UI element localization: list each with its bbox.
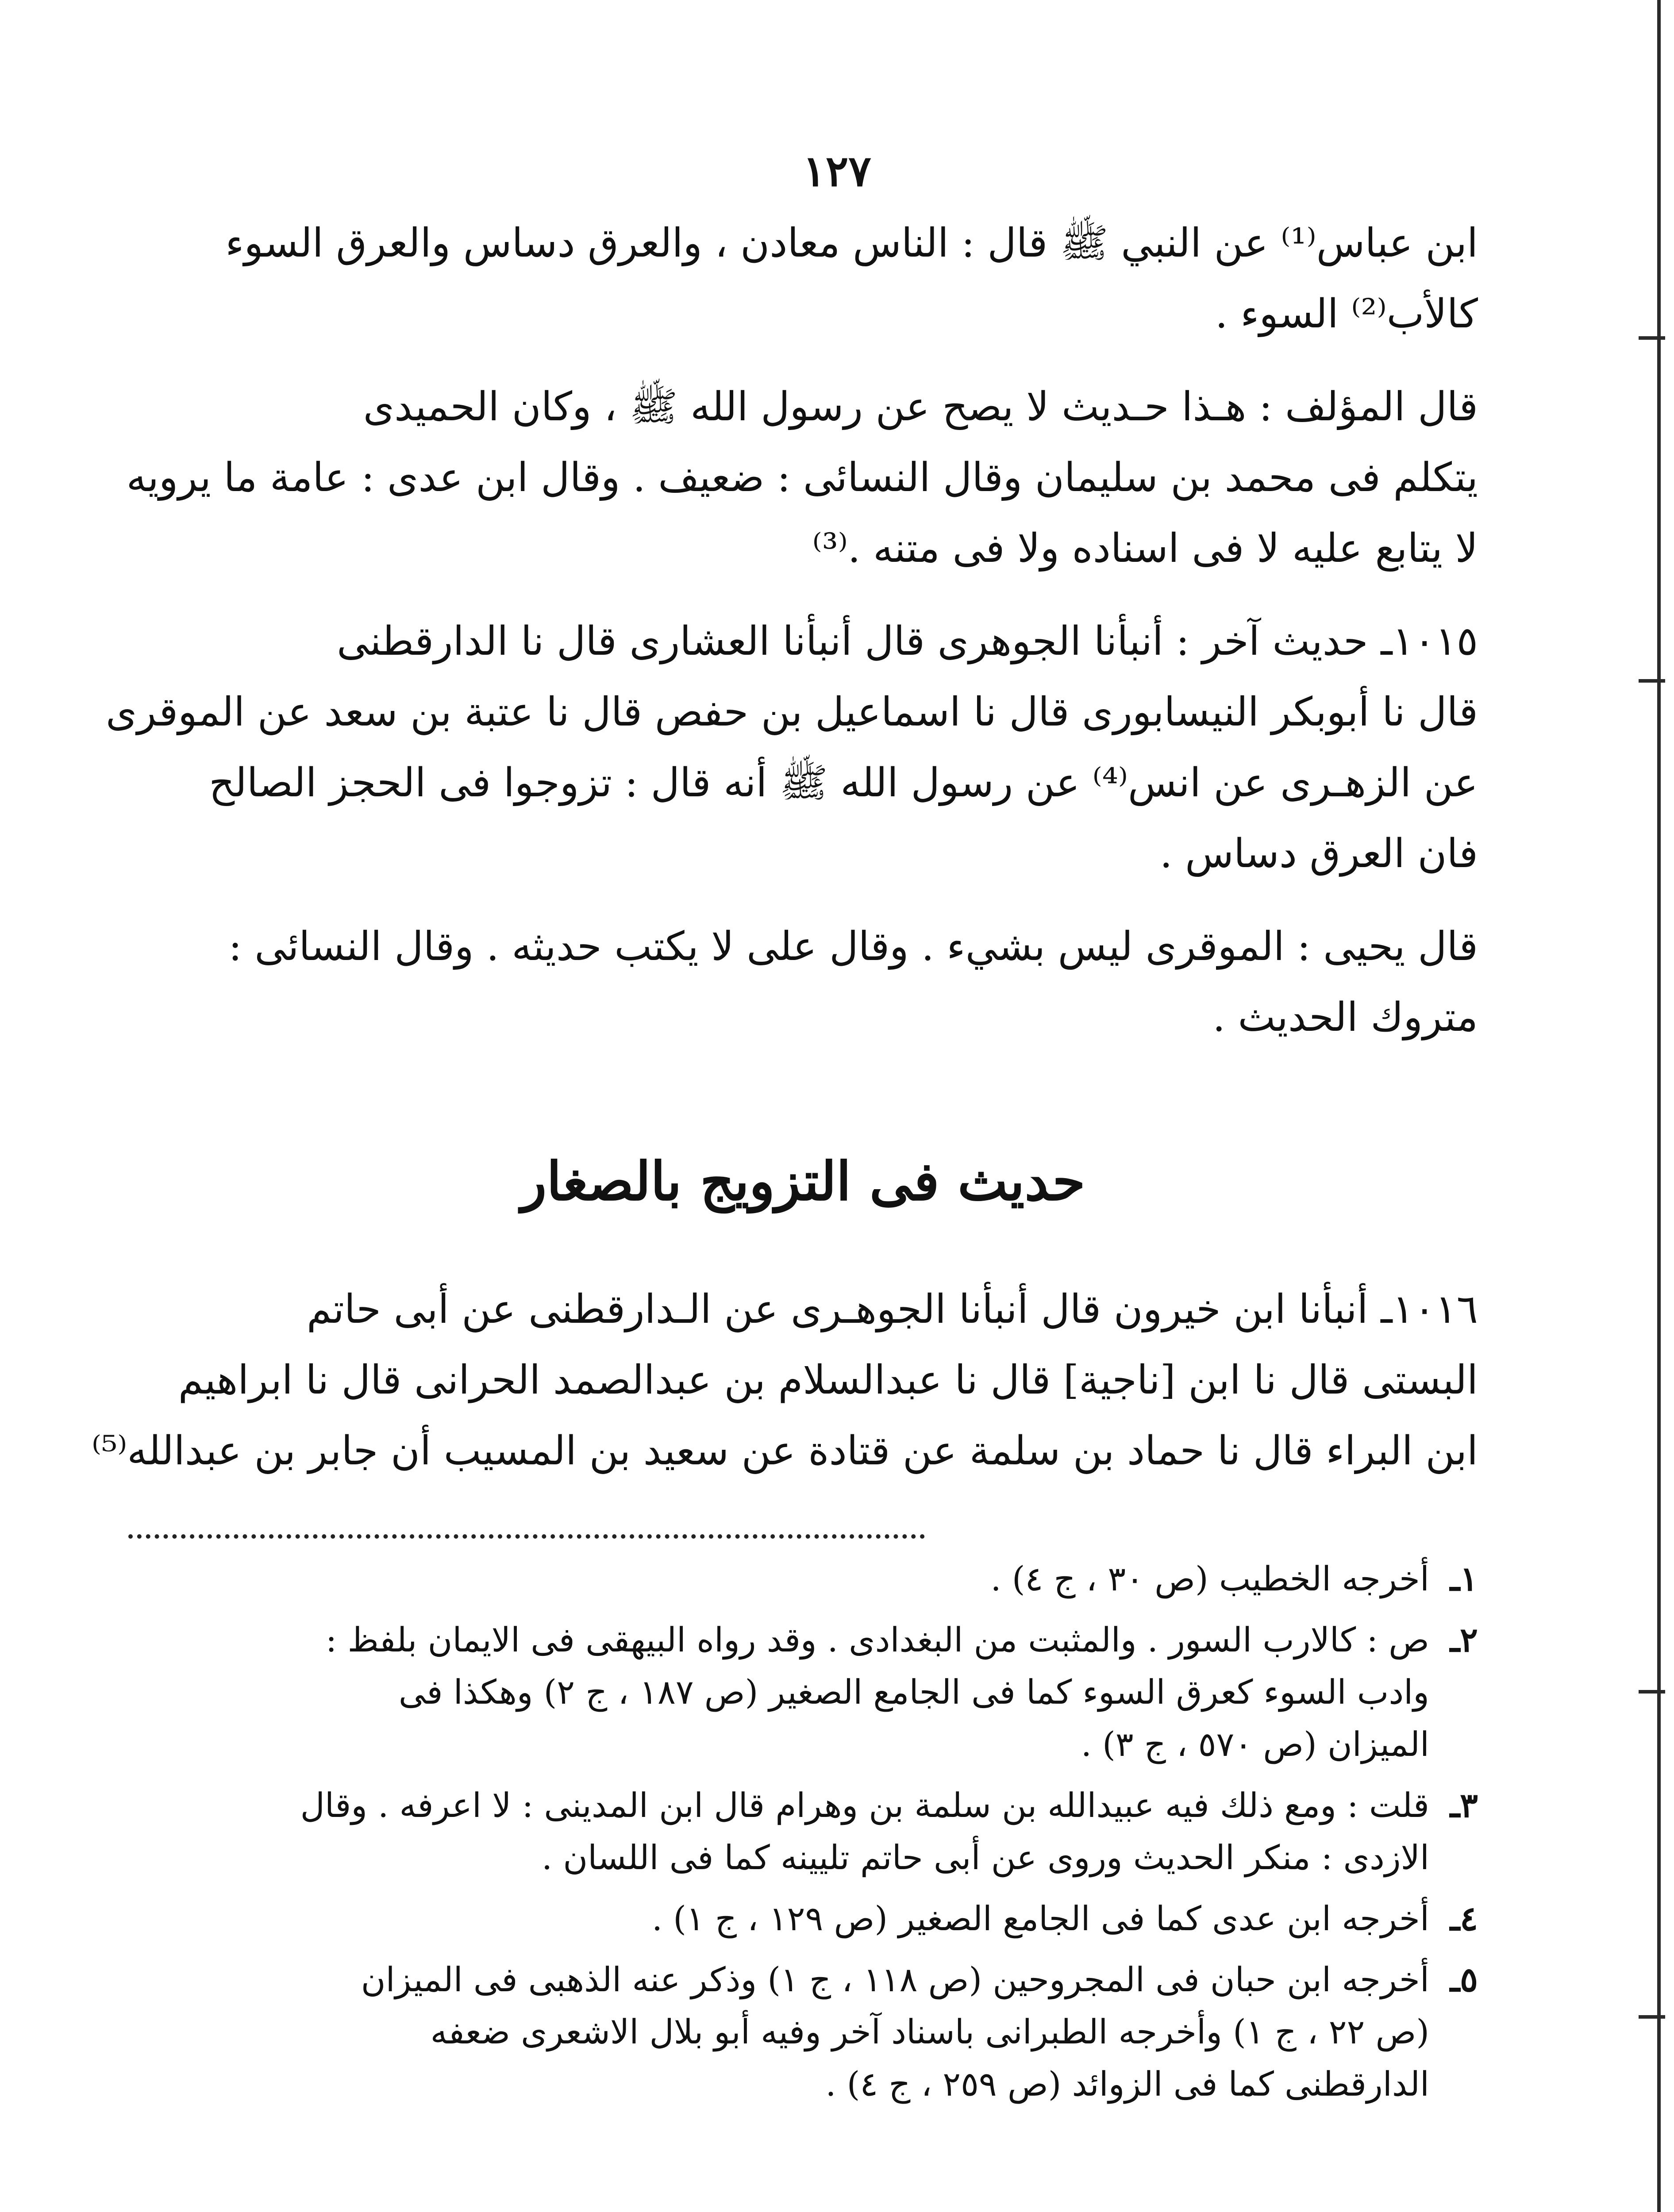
footnote-number: ٤ـ	[1450, 1899, 1478, 1938]
page-edge-tick	[1639, 336, 1665, 340]
footnote-number: ٢ـ	[1450, 1620, 1478, 1659]
page-number: ١٢٧	[803, 146, 871, 196]
text-line: ١٠١٦ـ أنبأنا ابن خيرون قال أنبأنا الجوهـرى عن الـدارقطنى عن أبى حاتم	[306, 1286, 1478, 1333]
footnote-line: أخرجه ابن عدى كما فى الجامع الصغير (ص ١٢٩ ، ج ١) .	[651, 1899, 1429, 1938]
footnote-line: الميزان (ص ٥٧٠ ، ج ٣) .	[1081, 1724, 1429, 1764]
text-line: فان العرق دساس .	[1159, 830, 1478, 877]
page-edge-tick	[1639, 679, 1665, 683]
text-line: قال يحيى : الموقرى ليس بشيء . وقال على لا يكتب حديثه . وقال النسائى :	[228, 923, 1478, 970]
paragraph-hadith-continuation	[128, 208, 1478, 349]
text-line: يتكلم فى محمد بن سليمان وقال النسائى : ضعيف . وقال ابن عدى : عامة ما يرويه	[126, 454, 1478, 501]
text-line: لا يتابع عليه لا فى اسناده ولا فى متنه .⁽³⁾	[812, 525, 1478, 572]
paragraph-hadith-1015	[106, 606, 1478, 889]
text-line: البستى قال نا ابن [ناجية] قال نا عبدالسلام بن عبدالصمد الحرانى قال نا ابراهيم	[178, 1357, 1478, 1403]
footnote-line: (ص ٢٢ ، ج ١) وأخرجه الطبرانى باسناد آخر وفيه أبو بلال الاشعرى ضعفه	[430, 2012, 1429, 2051]
footnote-4	[128, 1893, 1478, 1945]
footnote-line: ص : كالارب السور . والمثبت من البغدادى . وقد رواه البيهقى فى الايمان بلفظ :	[325, 1620, 1429, 1659]
footnote-number: ٣ـ	[1450, 1786, 1478, 1825]
text-line: عن الزهـرى عن انس⁽⁴⁾ عن رسول الله ﷺ أنه قال : تزوجوا فى الحجز الصالح	[209, 760, 1478, 806]
footnote-number: ٥ـ	[1450, 1960, 1478, 1999]
footnote-line: وادب السوء كعرق السوء كما فى الجامع الصغير (ص ١٨٧ ، ج ٢) وهكذا فى	[398, 1672, 1429, 1712]
paragraph-yahya-comment	[128, 911, 1478, 1053]
footnote-5	[128, 1954, 1478, 2110]
page-edge-tick	[1639, 1690, 1665, 1694]
footnotes	[128, 1553, 1478, 2110]
footnote-line: أخرجه الخطيب (ص ٣٠ ، ج ٤) .	[990, 1559, 1429, 1598]
page-edge-tick	[1639, 2015, 1665, 2019]
text-line: ١٠١٥ـ حديث آخر : أنبأنا الجوهرى قال أنبأنا العشارى قال نا الدارقطنى	[337, 618, 1478, 664]
text-line: قال المؤلف : هـذا حـديث لا يصح عن رسول الله ﷺ ، وكان الحميدى	[363, 384, 1478, 430]
footnote-1	[128, 1553, 1478, 1605]
main-text-lower	[91, 1274, 1478, 1509]
section-heading: حديث فى التزويج بالصغار	[521, 1150, 1085, 1213]
footnote-line: الازدى : منكر الحديث وروى عن أبى حاتم تليينه كما فى اللسان .	[542, 1838, 1429, 1877]
text-line: كالأب⁽²⁾ السوء .	[1215, 291, 1478, 337]
page-edge-line	[1657, 0, 1661, 2212]
footnote-3	[128, 1779, 1478, 1884]
text-line: متروك الحديث .	[1212, 994, 1478, 1041]
main-text-upper	[106, 208, 1478, 1075]
text-line: قال نا أبوبكر النيسابورى قال نا اسماعيل بن حفص قال نا عتبة بن سعد عن الموقرى	[106, 689, 1478, 735]
footnote-2	[128, 1614, 1478, 1770]
text-line: ابن البراء قال نا حماد بن سلمة عن قتادة عن سعيد بن المسيب أن جابر بن عبدالله⁽⁵⁾	[91, 1428, 1478, 1474]
footnote-separator	[128, 1534, 925, 1539]
text-line: ابن عباس⁽¹⁾ عن النبي ﷺ قال : الناس معادن ، والعرق دساس والعرق السوء	[225, 220, 1478, 266]
paragraph-author-comment	[128, 372, 1478, 584]
footnote-line: قلت : ومع ذلك فيه عبيدالله بن سلمة بن وهرام قال ابن المدينى : لا اعرفه . وقال	[300, 1786, 1429, 1825]
footnote-line: أخرجه ابن حبان فى المجروحين (ص ١١٨ ، ج ١) وذكر عنه الذهبى فى الميزان	[361, 1960, 1429, 1999]
footnote-number: ١ـ	[1450, 1559, 1478, 1598]
footnote-line: الدارقطنى كما فى الزوائد (ص ٢٥٩ ، ج ٤) .	[825, 2064, 1429, 2104]
paragraph-hadith-1016	[91, 1274, 1478, 1486]
